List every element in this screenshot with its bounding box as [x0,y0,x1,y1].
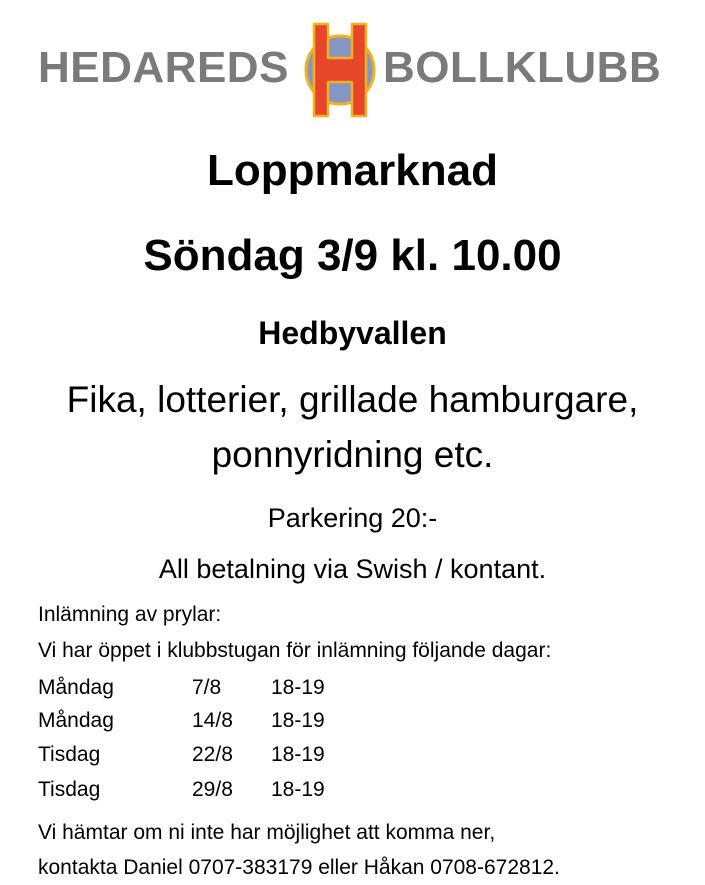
event-title: Loppmarknad [207,146,498,195]
club-header [0,22,705,118]
schedule-time: 18-19 [271,743,325,766]
club-name-left: HEDAREDS [38,43,289,92]
dropoff-heading: Inlämning av prylar: [38,603,222,626]
schedule-day: Måndag [38,676,114,699]
schedule-time: 18-19 [271,778,325,801]
pickup-note: Vi hämtar om ni inte har möjlighet att komma ner, [38,821,496,844]
club-name-right: BOLLKLUBB [383,43,662,92]
parking-info: Parkering 20:- [267,503,438,533]
activities-line-2: ponnyridning etc. [211,434,494,475]
schedule-day: Tisdag [38,778,101,801]
payment-info: All betalning via Swish / kontant. [158,554,547,584]
schedule-date: 14/8 [192,709,233,732]
logo-letter-top: B [333,39,347,59]
schedule-date: 7/8 [192,676,222,699]
schedule-time: 18-19 [271,709,325,732]
schedule-date: 22/8 [192,743,233,766]
club-logo [302,22,378,118]
schedule-day: Tisdag [38,743,101,766]
activities-line-1: Fika, lotterier, grillade hamburgare, [66,379,639,420]
contact-info: kontakta Daniel 0707-383179 eller Håkan 0708-672812. [38,856,560,879]
schedule-day: Måndag [38,709,114,732]
event-datetime: Söndag 3/9 kl. 10.00 [143,231,562,280]
logo-letter-bottom: K [333,86,347,106]
dropoff-intro: Vi har öppet i klubbstugan för inlämning följande dagar: [38,639,552,662]
schedule-date: 29/8 [192,778,233,801]
event-venue: Hedbyvallen [258,315,447,351]
schedule-time: 18-19 [271,676,325,699]
